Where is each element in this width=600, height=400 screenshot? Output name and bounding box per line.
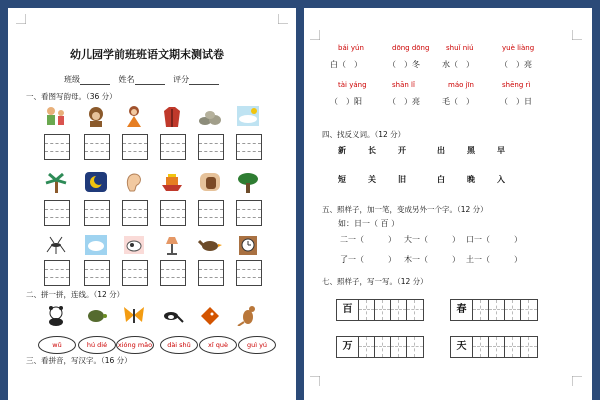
pinyin-text: shēng rì [502,81,531,89]
section7-title: 七、照样子，写一写。（12 分） [322,277,428,286]
class-field[interactable] [80,76,110,85]
answer-box[interactable] [44,134,70,160]
score-field[interactable] [189,76,219,85]
add-stroke-blank[interactable]: 土一（ ） [466,255,522,264]
add-stroke-blank[interactable]: 木一（ ） [404,255,460,264]
antonym-char[interactable]: 早 [497,146,505,155]
add-stroke-blank[interactable]: 大一（ ） [404,235,460,244]
antonym-char[interactable]: 短 [338,175,346,184]
pinyin-oval[interactable]: xǐ què [199,336,237,354]
tree-picture [236,171,260,193]
right-page [304,8,592,400]
pinyin-text: shuǐ niú [446,44,474,52]
butterfly-picture [122,304,146,326]
grid-cell[interactable] [521,300,537,320]
grid-cell[interactable] [391,300,407,320]
panda-picture [44,304,68,326]
add-stroke-blank[interactable]: 了一（ ） [340,255,396,264]
grid-cell[interactable] [521,337,537,357]
boat-picture [160,171,184,193]
pinyin-text: tài yáng [338,81,367,89]
pinyin-text: máo jīn [448,81,474,89]
add-stroke-blank[interactable]: 二一（ ） [340,235,396,244]
girl-picture [122,105,146,127]
grid-example-char: 万 [337,337,359,357]
crop-mark-icon [572,30,582,40]
char-blank[interactable]: （ ）冬 [388,60,420,69]
crop-mark-icon [572,376,582,386]
kangaroo-picture [236,304,260,326]
rocks-picture [198,105,222,127]
class-label: 班级 [64,75,80,84]
writing-grid[interactable] [450,336,538,358]
answer-box[interactable] [84,200,110,226]
pinyin-text: dōng dōng [392,44,430,52]
antonym-char[interactable]: 入 [497,175,505,184]
answer-box[interactable] [160,200,186,226]
answer-box[interactable] [44,260,70,286]
bird-picture [198,234,222,256]
answer-box[interactable] [122,260,148,286]
pinyin-text: bái yún [338,44,364,52]
crop-mark-icon [310,376,320,386]
writing-grid[interactable] [450,299,538,321]
grid-cell[interactable] [359,300,375,320]
writing-grid[interactable] [336,336,424,358]
answer-box[interactable] [84,134,110,160]
clock-picture [236,234,260,256]
grid-example-char: 春 [451,300,473,320]
cow-picture [122,234,146,256]
char-blank[interactable]: （ ）亮 [388,97,420,106]
answer-box[interactable] [160,134,186,160]
answer-box[interactable] [198,134,224,160]
grid-cell[interactable] [407,337,423,357]
char-blank[interactable]: （ ）阳 [330,97,362,106]
answer-box[interactable] [198,200,224,226]
pinyin-text: shān lǐ [392,81,415,89]
antonym-char[interactable]: 开 [398,146,406,155]
antonym-char[interactable]: 晚 [467,175,475,184]
answer-box[interactable] [236,134,262,160]
grid-cell[interactable] [489,337,505,357]
pinyin-oval[interactable]: hú dié [78,336,116,354]
name-field[interactable] [135,76,165,85]
grid-example-char: 百 [337,300,359,320]
fish-picture [198,304,222,326]
hand-picture [198,171,222,193]
score-label: 评分 [173,75,190,84]
pinyin-oval[interactable]: dài shǔ [160,336,198,354]
pinyin-oval[interactable]: xióng māo [116,336,154,354]
palm-tree-picture [44,171,68,193]
writing-grid[interactable] [336,299,424,321]
grid-cell[interactable] [505,337,521,357]
antonym-char[interactable]: 新 [338,146,346,155]
char-blank[interactable]: 白（ ） [330,60,362,69]
cloud-picture [84,234,108,256]
grid-cell[interactable] [391,337,407,357]
section5-example: 如：日一（ 百 ） [338,219,400,228]
lamp-picture [160,234,184,256]
antonym-char[interactable]: 黑 [467,146,475,155]
char-blank[interactable]: （ ）日 [500,97,532,106]
answer-box[interactable] [198,260,224,286]
answer-box[interactable] [160,260,186,286]
section3-title: 三、看拼音，写汉字。（16 分） [26,356,132,365]
grid-cell[interactable] [375,337,391,357]
turtle-picture [84,304,108,326]
exam-header [64,74,225,85]
section4-title: 四、找反义词。（12 分） [322,130,406,139]
section2-title: 二、拼一拼，连线。（12 分） [26,290,125,299]
answer-box[interactable] [236,260,262,286]
crop-mark-icon [16,14,26,24]
grid-cell[interactable] [359,337,375,357]
grid-cell[interactable] [407,300,423,320]
grid-cell[interactable] [473,300,489,320]
answer-box[interactable] [122,200,148,226]
answer-box[interactable] [236,200,262,226]
grid-cell[interactable] [473,337,489,357]
add-stroke-blank[interactable]: 口一（ ） [466,235,522,244]
left-page [8,8,296,400]
ear-picture [122,171,146,193]
section5-title: 五、照样子，加一笔，变成另外一个字。（12 分） [322,205,488,214]
exam-title: 幼儿园学前班班语文期末测试卷 [70,48,224,61]
pinyin-text: yuè liàng [502,44,535,52]
coat-picture [160,105,184,127]
answer-box[interactable] [122,134,148,160]
scene-picture [236,105,260,127]
crop-mark-icon [310,30,320,40]
family-picture [44,105,68,127]
char-blank[interactable]: 水（ ） [442,60,474,69]
antonym-char[interactable]: 长 [368,146,376,155]
antonym-char[interactable]: 旧 [398,175,406,184]
char-blank[interactable]: （ ）亮 [500,60,532,69]
grid-cell[interactable] [489,300,505,320]
antonym-char[interactable]: 出 [437,146,445,155]
char-blank[interactable]: 毛（ ） [442,97,474,106]
moon-picture [84,171,108,193]
pinyin-oval[interactable]: guì yú [238,336,276,354]
grid-cell[interactable] [375,300,391,320]
antonym-char[interactable]: 白 [437,175,445,184]
grid-cell[interactable] [505,300,521,320]
crop-mark-icon [278,14,288,24]
mosquito-picture [44,234,68,256]
grid-example-char: 天 [451,337,473,357]
magpie-picture [160,304,184,326]
antonym-char[interactable]: 关 [368,175,376,184]
pinyin-oval[interactable]: wǔ [38,336,76,354]
answer-box[interactable] [84,260,110,286]
answer-box[interactable] [44,200,70,226]
section1-title: 一、看图写韵母。（36 分） [26,92,117,101]
name-label: 姓名 [118,75,135,84]
monkey-picture [84,105,108,127]
